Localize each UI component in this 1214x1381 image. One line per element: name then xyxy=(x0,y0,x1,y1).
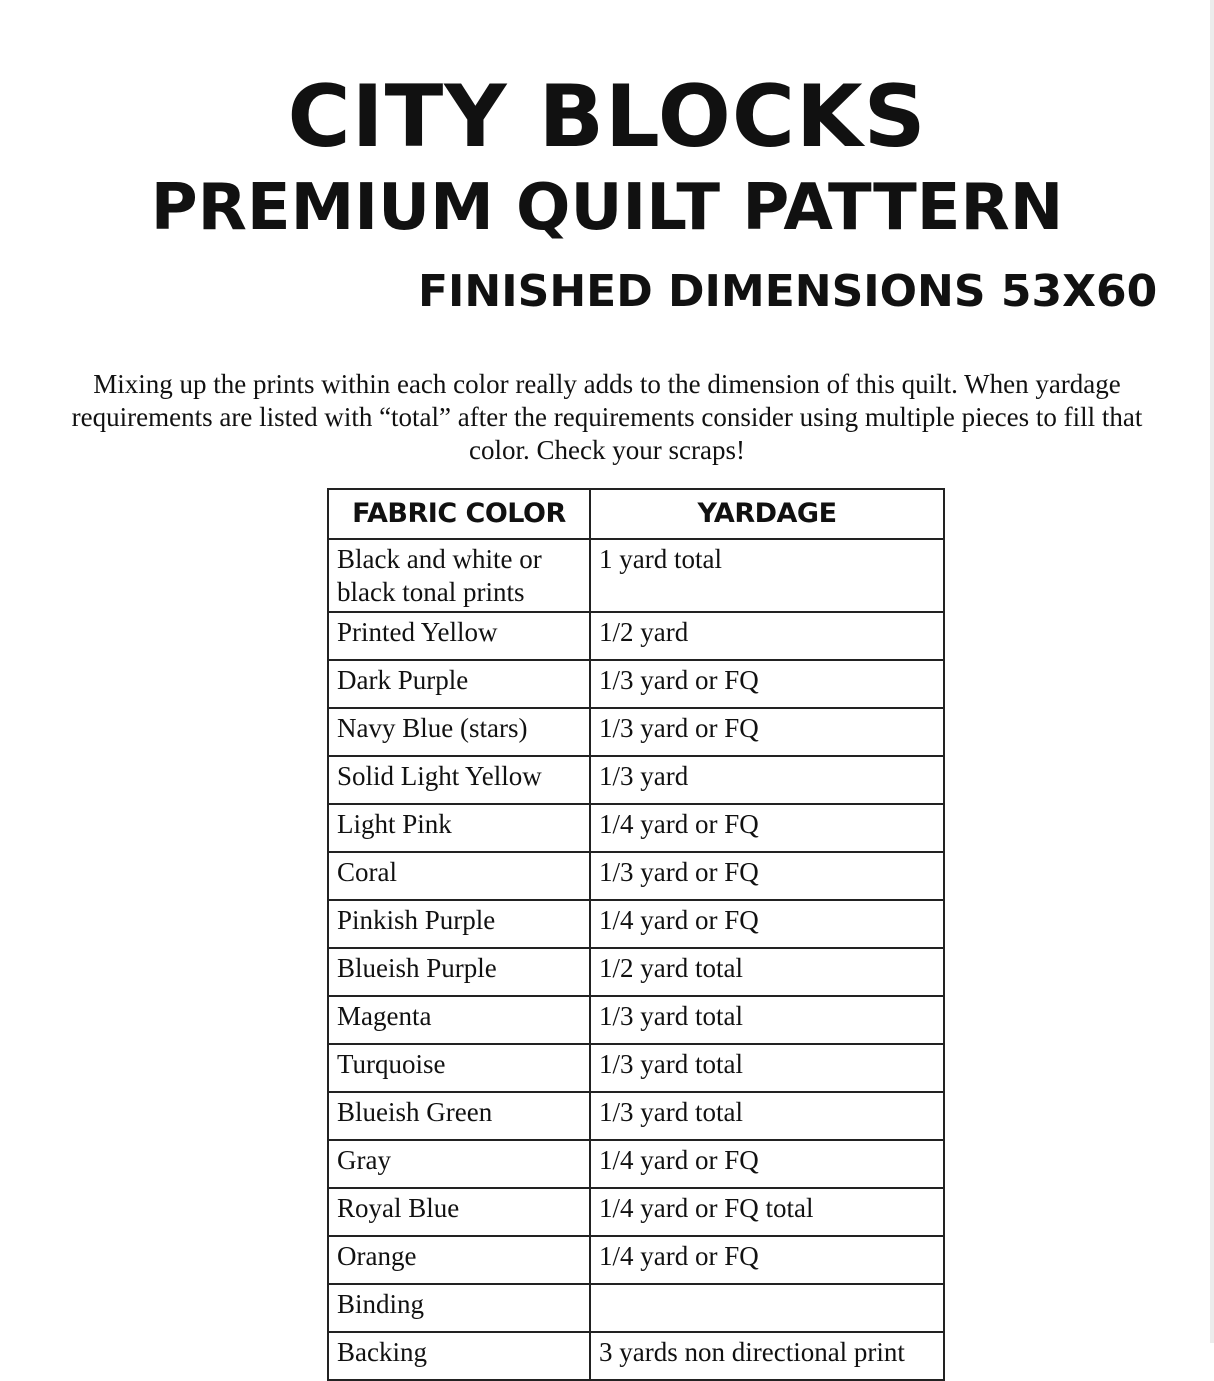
intro-paragraph: Mixing up the prints within each color really adds to the dimension of this quilt. When yardage requirements are listed with “total” after the requirements consider using multiple pieces to fill that color. Check your scraps! xyxy=(71,369,1143,465)
table-row xyxy=(328,1236,944,1284)
fabric-color-cell: Blueish Green xyxy=(328,1092,590,1140)
table-row xyxy=(328,708,944,756)
fabric-color-cell: Navy Blue (stars) xyxy=(328,708,590,756)
pattern-title: CITY BLOCKS xyxy=(287,67,927,167)
fabric-color-cell: Orange xyxy=(328,1236,590,1284)
table-row xyxy=(328,948,944,996)
fabric-color-cell: Royal Blue xyxy=(328,1188,590,1236)
fabric-color-cell: Magenta xyxy=(328,996,590,1044)
yardage-cell: 1/3 yard or FQ xyxy=(590,660,944,708)
table-header-row xyxy=(328,489,944,539)
yardage-cell: 1/3 yard total xyxy=(590,1092,944,1140)
table-row xyxy=(328,804,944,852)
yardage-cell: 1/3 yard total xyxy=(590,1044,944,1092)
pattern-subtitle: PREMIUM QUILT PATTERN xyxy=(150,171,1064,245)
fabric-color-cell: Light Pink xyxy=(328,804,590,852)
table-row xyxy=(328,852,944,900)
table-row xyxy=(328,900,944,948)
fabric-requirements-table xyxy=(327,488,945,1381)
fabric-color-cell: Black and white or black tonal prints xyxy=(328,539,590,612)
column-header-yardage: YARDAGE xyxy=(590,489,944,539)
yardage-cell: 1/3 yard total xyxy=(590,996,944,1044)
fabric-color-cell: Backing xyxy=(328,1332,590,1380)
fabric-color-cell: Coral xyxy=(328,852,590,900)
table-row xyxy=(328,660,944,708)
fabric-color-cell: Printed Yellow xyxy=(328,612,590,660)
table-row xyxy=(328,1044,944,1092)
yardage-cell: 1/4 yard or FQ total xyxy=(590,1188,944,1236)
yardage-cell xyxy=(590,1284,944,1332)
yardage-cell: 1/3 yard xyxy=(590,756,944,804)
fabric-color-cell: Dark Purple xyxy=(328,660,590,708)
fabric-color-cell: Pinkish Purple xyxy=(328,900,590,948)
yardage-cell: 1/2 yard xyxy=(590,612,944,660)
yardage-cell: 1/2 yard total xyxy=(590,948,944,996)
yardage-cell: 1/3 yard or FQ xyxy=(590,708,944,756)
table-row xyxy=(328,1092,944,1140)
fabric-color-cell: Blueish Purple xyxy=(328,948,590,996)
table-row xyxy=(328,1140,944,1188)
yardage-cell: 1/4 yard or FQ xyxy=(590,1140,944,1188)
yardage-cell: 1/4 yard or FQ xyxy=(590,1236,944,1284)
table-row xyxy=(328,1332,944,1380)
yardage-cell: 1/4 yard or FQ xyxy=(590,900,944,948)
table-row xyxy=(328,996,944,1044)
table-row xyxy=(328,539,944,612)
fabric-color-cell: Gray xyxy=(328,1140,590,1188)
fabric-color-cell: Turquoise xyxy=(328,1044,590,1092)
yardage-cell: 1 yard total xyxy=(590,539,944,612)
table-row xyxy=(328,1188,944,1236)
column-header-fabric-color: FABRIC COLOR xyxy=(328,489,590,539)
yardage-cell: 1/3 yard or FQ xyxy=(590,852,944,900)
fabric-color-cell: Solid Light Yellow xyxy=(328,756,590,804)
fabric-color-cell: Binding xyxy=(328,1284,590,1332)
yardage-cell: 1/4 yard or FQ xyxy=(590,804,944,852)
yardage-cell: 3 yards non directional print xyxy=(590,1332,944,1380)
finished-dimensions: FINISHED DIMENSIONS 53X60 xyxy=(418,266,1158,317)
table-row xyxy=(328,1284,944,1332)
table-row xyxy=(328,756,944,804)
table-row xyxy=(328,612,944,660)
